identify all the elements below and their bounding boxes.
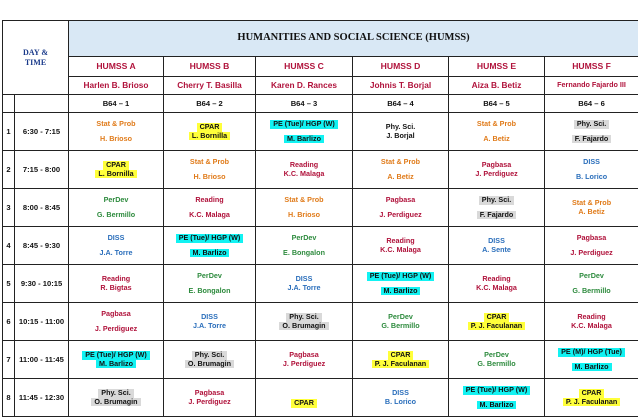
teacher-label: M. Barlizo	[381, 287, 421, 296]
schedule-cell	[69, 341, 164, 379]
cell-line	[257, 249, 351, 258]
subject-label: Pagbasa	[101, 308, 131, 318]
cell-line	[354, 196, 447, 205]
teacher-label: CPAR	[291, 399, 317, 408]
table-title: HUMANITIES AND SOCIAL SCIENCE (HUMSS)	[69, 21, 638, 57]
section-room: B64 – 6	[545, 95, 638, 113]
subject-label: Phy. Sci.	[98, 389, 133, 398]
schedule-cell	[69, 151, 164, 189]
subject-label: CPAR	[484, 313, 510, 322]
day-time-header	[3, 21, 69, 95]
teacher-label: E. Bongalon	[283, 247, 325, 257]
subject-label: DISS	[392, 387, 409, 397]
cell-line	[165, 173, 254, 182]
subject-label: DISS	[295, 273, 313, 283]
subject-label: CPAR	[197, 123, 223, 132]
teacher-label: H. Brioso	[288, 209, 320, 219]
cell-line	[450, 284, 543, 293]
cell-line	[257, 170, 351, 179]
cell-line	[546, 348, 637, 357]
cell-line	[546, 398, 637, 407]
schedule-cell	[69, 265, 164, 303]
cell-line	[546, 158, 637, 167]
section-name: HUMSS C	[256, 57, 353, 77]
cell-line	[546, 234, 637, 243]
period-number: 3	[3, 189, 15, 227]
subject-label: Pagbasa	[481, 159, 512, 169]
cell-line	[257, 360, 351, 369]
teacher-label: O. Brumagin	[91, 398, 140, 407]
cell-line	[354, 158, 447, 167]
teacher-label: A. Betiz	[578, 206, 605, 216]
schedule-cell	[545, 189, 638, 227]
teacher-label: A. Betiz	[387, 171, 414, 181]
section-name: HUMSS F	[545, 57, 638, 77]
schedule-cell	[545, 379, 638, 417]
cell-line	[354, 173, 447, 182]
teacher-label: G. Bermillo	[381, 320, 420, 330]
schedule-cell	[256, 341, 353, 379]
cell-line	[450, 386, 543, 395]
teacher-label: L. Bornilla	[189, 132, 230, 141]
subject-label: Stat & Prob	[284, 194, 324, 204]
teacher-label: G. Bermillo	[96, 209, 136, 219]
cell-line	[546, 322, 637, 331]
table-row	[3, 341, 638, 379]
table-row	[3, 113, 638, 151]
schedule-cell	[69, 303, 164, 341]
subject-label: Phy. Sci.	[479, 196, 514, 205]
subject-label: CPAR	[388, 351, 414, 360]
teacher-label: J. Perdiguez	[282, 358, 326, 368]
period-time: 6:30 - 7:15	[15, 113, 69, 151]
teacher-label: M. Barlizo	[190, 249, 230, 258]
teacher-label: M. Barlizo	[477, 401, 517, 410]
schedule-cell	[256, 265, 353, 303]
subject-label: Phy. Sci.	[192, 351, 227, 360]
subject-label: Reading	[386, 235, 415, 245]
schedule-cell	[449, 303, 545, 341]
period-time: 10:15 - 11:00	[15, 303, 69, 341]
cell-line	[450, 322, 543, 331]
period-time: 11:00 - 11:45	[15, 341, 69, 379]
teacher-label: E. Bongalon	[188, 285, 231, 295]
teacher-label: K.C. Malaga	[283, 168, 325, 178]
teacher-label: H. Brioso	[100, 133, 132, 143]
cell-line	[165, 234, 254, 243]
cell-line	[450, 246, 543, 255]
schedule-cell	[449, 113, 545, 151]
schedule-cell	[164, 227, 256, 265]
schedule-cell	[164, 265, 256, 303]
period-number: 2	[3, 151, 15, 189]
cell-line	[354, 246, 447, 255]
subject-label: DISS	[488, 235, 505, 245]
schedule-cell	[353, 227, 449, 265]
subject-label: Stat & Prob	[189, 156, 230, 166]
teacher-label: O. Brumagin	[185, 360, 234, 369]
cell-line	[450, 196, 543, 205]
cell-line	[546, 249, 637, 258]
section-adviser: Johnis T. Borjal	[353, 77, 449, 95]
teacher-label: J. Perdiguez	[475, 168, 518, 178]
section-name: HUMSS A	[69, 57, 164, 77]
subject-label: Phy. Sci.	[286, 313, 321, 322]
subject-label: PE (Tue)/ HGP (W)	[82, 351, 150, 360]
schedule-cell	[256, 227, 353, 265]
subject-label: PE (M)/ HGP (Tue)	[558, 348, 625, 357]
table-row	[3, 189, 638, 227]
schedule-cell	[256, 189, 353, 227]
schedule-cell	[449, 341, 545, 379]
cell-line	[546, 363, 637, 372]
schedule-cell	[449, 189, 545, 227]
subject-label: PE (Tue)/ HGP (W)	[367, 272, 435, 281]
teacher-label: K.C. Malaga	[189, 209, 230, 219]
teacher-label: J.A. Torre	[192, 320, 227, 330]
day-time-label: DAY &	[23, 47, 48, 57]
schedule-cell	[449, 227, 545, 265]
cell-line	[70, 135, 162, 144]
subject-label: Phy. Sci.	[574, 120, 609, 129]
table-row	[3, 151, 638, 189]
schedule-cell	[256, 379, 353, 417]
section-room: B64 – 1	[69, 95, 164, 113]
period-number: 8	[3, 379, 15, 417]
section-adviser: Karen D. Rances	[256, 77, 353, 95]
cell-line	[450, 170, 543, 179]
subject-label: Reading	[289, 159, 319, 169]
subject-label: Pagbasa	[385, 194, 416, 204]
cell-line	[354, 398, 447, 407]
teacher-label: L. Bornilla	[95, 170, 136, 179]
schedule-cell	[256, 113, 353, 151]
cell-line	[354, 132, 447, 141]
subject-label: Reading	[195, 194, 224, 204]
cell-line	[165, 158, 254, 167]
cell-line	[70, 360, 162, 369]
schedule-cell	[353, 379, 449, 417]
teacher-label: J. Perdiguez	[188, 396, 231, 406]
cell-line	[354, 360, 447, 369]
cell-line	[546, 173, 637, 182]
period-time: 8:00 - 8:45	[15, 189, 69, 227]
cell-line	[165, 360, 254, 369]
schedule-cell	[164, 151, 256, 189]
cell-line	[70, 325, 162, 334]
teacher-label: F. Fajardo	[477, 211, 517, 220]
teacher-label: K.C. Malaga	[380, 244, 421, 254]
schedule-cell	[353, 341, 449, 379]
period-number: 4	[3, 227, 15, 265]
subject-label: Pagbasa	[289, 349, 319, 359]
cell-line	[165, 196, 254, 205]
schedule-cell	[449, 379, 545, 417]
schedule-cell	[353, 189, 449, 227]
teacher-label: A. Sente	[482, 244, 511, 254]
teacher-label: J. Perdiguez	[94, 323, 138, 333]
empty-cell	[15, 95, 69, 113]
teacher-label: J. Borjal	[386, 130, 415, 140]
schedule-cell	[256, 303, 353, 341]
cell-line	[165, 249, 254, 258]
schedule-cell	[545, 151, 638, 189]
teacher-label: J.A. Torre	[99, 247, 133, 257]
teacher-label: R. Bigtas	[100, 282, 132, 292]
subject-label: Reading	[101, 273, 131, 283]
subject-label: Stat & Prob	[380, 156, 421, 166]
cell-line	[450, 120, 543, 129]
subject-label: Pagbasa	[194, 387, 225, 397]
schedule-cell	[164, 379, 256, 417]
section-room: B64 – 3	[256, 95, 353, 113]
subject-label: PerDev	[579, 270, 604, 280]
teacher-label: G. Bermillo	[572, 285, 611, 295]
teacher-label: O. Brumagin	[279, 322, 328, 331]
teacher-label: B. Lorico	[575, 171, 608, 181]
cell-line	[165, 272, 254, 281]
section-name: HUMSS D	[353, 57, 449, 77]
table-row	[3, 265, 638, 303]
schedule-cell	[164, 113, 256, 151]
subject-label: Pagbasa	[576, 232, 607, 242]
subject-label: CPAR	[103, 161, 129, 170]
teacher-label: J. Perdiguez	[570, 247, 613, 257]
period-time: 8:45 - 9:30	[15, 227, 69, 265]
subject-label: DISS	[201, 311, 218, 321]
cell-line	[257, 284, 351, 293]
subject-label: PE (Tue)/ HGP (W)	[463, 386, 531, 395]
schedule-cell	[353, 303, 449, 341]
schedule-cell	[69, 189, 164, 227]
cell-line	[70, 211, 162, 220]
cell-line	[70, 284, 162, 293]
cell-line	[257, 196, 351, 205]
period-number: 7	[3, 341, 15, 379]
teacher-label: G. Bermillo	[477, 358, 516, 368]
cell-line	[257, 399, 351, 408]
cell-line	[354, 322, 447, 331]
schedule-cell	[69, 113, 164, 151]
period-number: 6	[3, 303, 15, 341]
subject-label: PerDev	[388, 311, 413, 321]
section-name: HUMSS B	[164, 57, 256, 77]
teacher-label: K.C. Malaga	[571, 320, 612, 330]
teacher-label: P. J. Faculanan	[563, 398, 620, 407]
cell-line	[165, 132, 254, 141]
subject-label: PerDev	[103, 194, 129, 204]
section-room: B64 – 2	[164, 95, 256, 113]
schedule-cell	[545, 341, 638, 379]
teacher-label: B. Lorico	[384, 396, 417, 406]
cell-line	[70, 234, 162, 243]
cell-line	[257, 120, 351, 129]
schedule-cell	[545, 265, 638, 303]
section-adviser: Cherry T. Basilla	[164, 77, 256, 95]
section-adviser: Fernando Fajardo III	[545, 77, 638, 95]
schedule-cell	[545, 227, 638, 265]
cell-line	[257, 322, 351, 331]
subject-label: Reading	[577, 311, 606, 321]
subject-label: PE (Tue)/ HGP (W)	[270, 120, 338, 129]
subject-label: Stat & Prob	[476, 118, 517, 128]
subject-label: PerDev	[197, 270, 222, 280]
cell-line	[450, 360, 543, 369]
schedule-cell	[545, 303, 638, 341]
cell-line	[165, 322, 254, 331]
cell-line	[70, 398, 162, 407]
subject-label: DISS	[107, 232, 125, 242]
period-time: 11:45 - 12:30	[15, 379, 69, 417]
cell-line	[546, 272, 637, 281]
period-time: 7:15 - 8:00	[15, 151, 69, 189]
schedule-cell	[69, 379, 164, 417]
cell-line	[450, 135, 543, 144]
schedule-cell	[256, 151, 353, 189]
subject-label: PerDev	[291, 232, 317, 242]
schedule-cell	[164, 303, 256, 341]
cell-line	[546, 208, 637, 217]
cell-line	[70, 310, 162, 319]
schedule-cell	[545, 113, 638, 151]
subject-label: PE (Tue)/ HGP (W)	[176, 234, 244, 243]
teacher-label: J.A. Torre	[287, 282, 321, 292]
table-row	[3, 227, 638, 265]
teacher-label: F. Fajardo	[572, 135, 612, 144]
cell-line	[70, 249, 162, 258]
cell-line	[546, 135, 637, 144]
table-row	[3, 379, 638, 417]
subject-label: Stat & Prob	[571, 197, 612, 207]
period-number: 1	[3, 113, 15, 151]
table-row	[3, 303, 638, 341]
empty-cell	[3, 95, 15, 113]
section-room: B64 – 4	[353, 95, 449, 113]
teacher-label: J. Perdiguez	[379, 209, 422, 219]
subject-label: CPAR	[579, 389, 605, 398]
schedule-cell	[449, 265, 545, 303]
schedule-cell	[449, 151, 545, 189]
subject-label: Reading	[482, 273, 511, 283]
humss-schedule-sheet	[2, 20, 638, 417]
subject-label: PerDev	[484, 349, 509, 359]
schedule-cell	[69, 227, 164, 265]
cell-line	[546, 120, 637, 129]
day-time-label: TIME	[24, 57, 47, 67]
cell-line	[257, 234, 351, 243]
cell-line	[354, 287, 447, 296]
cell-line	[165, 398, 254, 407]
period-number: 5	[3, 265, 15, 303]
teacher-label: M. Barlizo	[96, 360, 136, 369]
cell-line	[257, 135, 351, 144]
teacher-label: M. Barlizo	[572, 363, 612, 372]
cell-line	[450, 211, 543, 220]
teacher-label: A. Betiz	[483, 133, 510, 143]
teacher-label: P. J. Faculanan	[372, 360, 429, 369]
cell-line	[165, 287, 254, 296]
cell-line	[546, 287, 637, 296]
teacher-label: P. J. Faculanan	[468, 322, 525, 331]
schedule-cell	[353, 151, 449, 189]
subject-label: DISS	[583, 156, 600, 166]
cell-line	[165, 211, 254, 220]
section-adviser: Harlen B. Brioso	[69, 77, 164, 95]
teacher-label: M. Barlizo	[284, 135, 324, 144]
section-name: HUMSS E	[449, 57, 545, 77]
section-room: B64 – 5	[449, 95, 545, 113]
period-time: 9:30 - 10:15	[15, 265, 69, 303]
schedule-cell	[353, 113, 449, 151]
cell-line	[70, 120, 162, 129]
teacher-label: H. Brioso	[193, 171, 226, 181]
cell-line	[354, 272, 447, 281]
subject-label: Phy. Sci.	[385, 121, 416, 131]
cell-line	[257, 211, 351, 220]
schedule-cell	[164, 341, 256, 379]
cell-line	[70, 196, 162, 205]
teacher-label: K.C. Malaga	[476, 282, 517, 292]
subject-label: Stat & Prob	[96, 118, 136, 128]
cell-line	[354, 211, 447, 220]
cell-line	[70, 170, 162, 179]
section-adviser: Aiza B. Betiz	[449, 77, 545, 95]
schedule-table	[2, 20, 638, 417]
schedule-cell	[353, 265, 449, 303]
cell-line	[450, 401, 543, 410]
schedule-cell	[164, 189, 256, 227]
